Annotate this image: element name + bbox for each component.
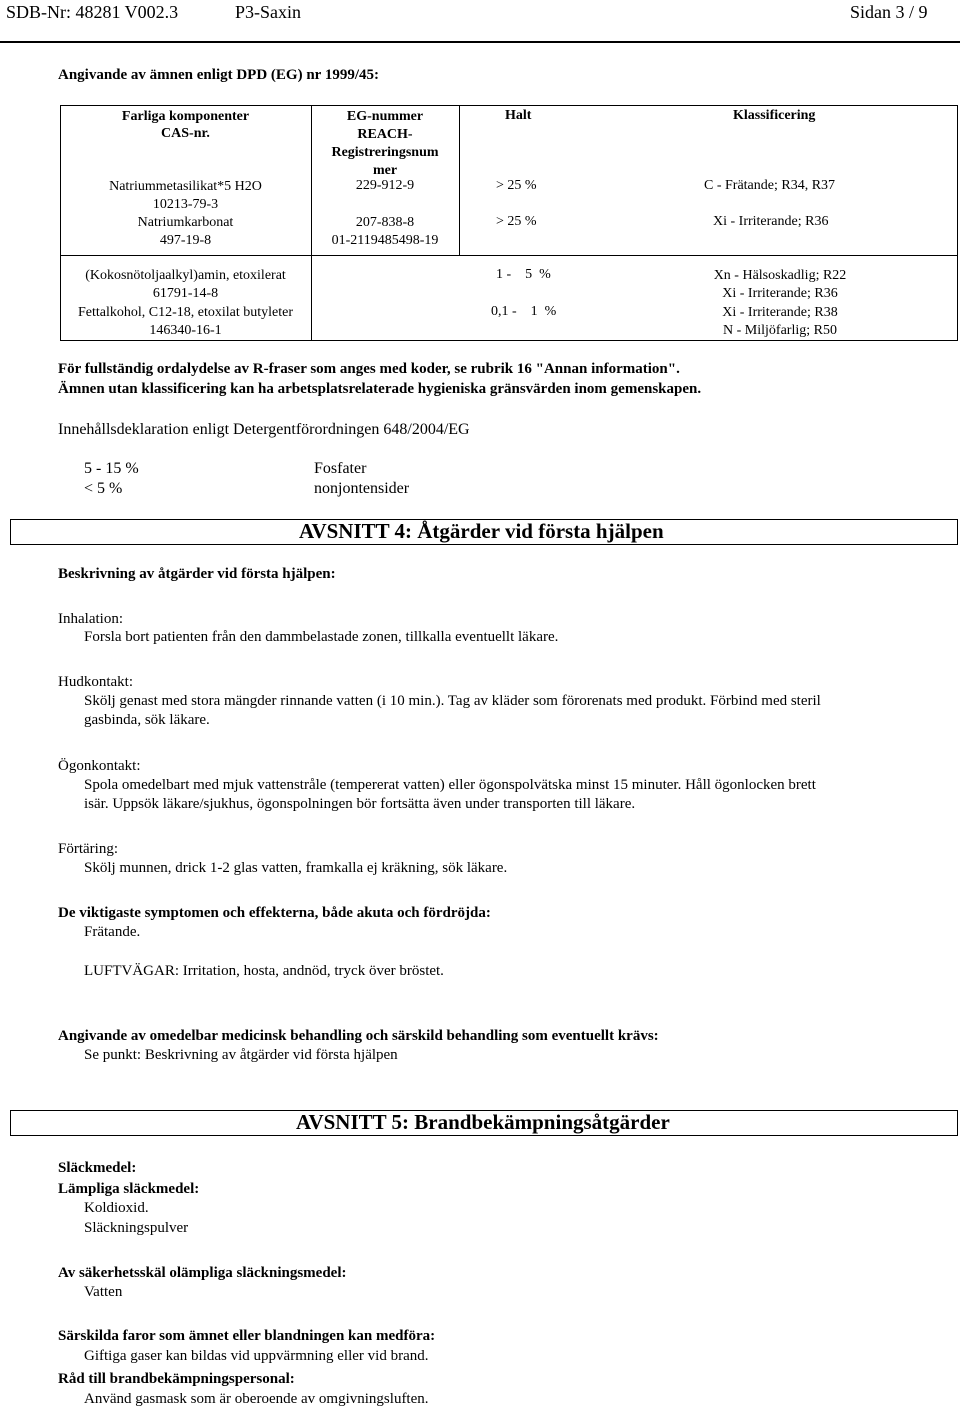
- eye-contact-text: Spola omedelbart med mjuk vattenstråle (tempererat vatten) eller ögonspolvätska minst 15 minuter. Håll ögonlocken brett: [84, 777, 816, 793]
- extinguishing-media-label: Släckmedel:: [58, 1160, 137, 1176]
- first-aid-subtitle: Beskrivning av åtgärder vid första hjälpen:: [58, 566, 336, 582]
- header-sdb-number: SDB-Nr: 48281 V002.3: [6, 2, 179, 22]
- unsuitable-media-label: Av säkerhetsskäl olämpliga släckningsmedel:: [58, 1265, 347, 1281]
- table-cell-eg: 207-838-8 01-2119485498-19: [331, 215, 439, 248]
- detergent-name: Fosfater: [314, 460, 367, 477]
- eye-contact-text-2: isär. Uppsök läkare/sjukhus, ögonspolningen bör fortsätta även under transporten till läkare.: [84, 796, 636, 812]
- symptoms-airways-text: LUFTVÄGAR: Irritation, hosta, andnöd, tryck över bröstet.: [84, 963, 444, 979]
- col-header-component: Farliga komponenter CAS-nr.: [121, 109, 250, 141]
- header-rule: [0, 41, 960, 43]
- firefighter-advice-text: Använd gasmask som är oberoende av omgivningsluften.: [84, 1391, 429, 1407]
- firefighter-advice-label: Råd till brandbekämpningspersonal:: [58, 1371, 295, 1387]
- skin-contact-text-2: gasbinda, sök läkare.: [84, 712, 210, 728]
- header-product-name: P3-Saxin: [235, 2, 302, 22]
- special-hazards-text: Giftiga gaser kan bildas vid uppvärmning eller vid brand.: [84, 1348, 429, 1364]
- col-header-klassificering: Klassificering: [733, 108, 816, 123]
- table-cell-eg: 229-912-9: [355, 178, 415, 193]
- unsuitable-media-text: Vatten: [84, 1284, 123, 1300]
- suitable-media-label: Lämpliga släckmedel:: [58, 1181, 200, 1197]
- col-header-halt: Halt: [505, 108, 532, 123]
- dpd-title: Angivande av ämnen enligt DPD (EG) nr 1999/45:: [58, 67, 379, 83]
- detergent-title: Innehållsdeklaration enligt Detergentförordningen 648/2004/EG: [58, 421, 470, 438]
- medical-treatment-text: Se punkt: Beskrivning av åtgärder vid första hjälpen: [84, 1047, 398, 1063]
- special-hazards-label: Särskilda faror som ämnet eller blandningen kan medföra:: [58, 1328, 436, 1344]
- suitable-media-item: Koldioxid.: [84, 1200, 149, 1216]
- ingestion-label: Förtäring:: [58, 841, 118, 857]
- detergent-range: 5 - 15 %: [84, 460, 139, 477]
- inhalation-label: Inhalation:: [58, 611, 123, 627]
- table-cell-klass: Xi - Irriterande; R38 N - Miljöfarlig; R50: [722, 305, 838, 338]
- section-4-title: AVSNITT 4: Åtgärder vid första hjälpen: [299, 519, 664, 543]
- table-cell-halt: > 25 %: [496, 178, 537, 193]
- ingestion-text: Skölj munnen, drick 1-2 glas vatten, framkalla ej kräkning, sök läkare.: [84, 860, 508, 876]
- note-unclassified: Ämnen utan klassificering kan ha arbetsplatsrelaterade hygieniska gränsvärden inom gemenskapen.: [58, 381, 702, 397]
- detergent-range: < 5 %: [84, 480, 123, 497]
- table-cell-klass: C - Frätande; R34, R37: [704, 178, 836, 193]
- note-r-phrases: För fullständig ordalydelse av R-fraser som anges med koder, se rubrik 16 "Annan information".: [58, 361, 680, 377]
- col-header-eg-number: EG-nummer REACH- Registreringsnum mer: [331, 109, 439, 178]
- inhalation-text: Forsla bort patienten från den dammbelastade zonen, tillkalla eventuellt läkare.: [84, 629, 559, 645]
- symptoms-title: De viktigaste symptomen och effekterna, både akuta och fördröjda:: [58, 905, 491, 921]
- symptoms-text: Frätande.: [84, 924, 141, 940]
- table-cell-halt: > 25 %: [496, 214, 537, 229]
- table-row: (Kokosnötoljaalkyl)amin, etoxilerat 61791-14-8: [85, 268, 286, 301]
- table-cell-halt: 0,1 - 1 %: [491, 304, 557, 319]
- table-row-divider: [60, 255, 958, 256]
- skin-contact-label: Hudkontakt:: [58, 674, 133, 690]
- table-row: Natriummetasilikat*5 H2O 10213-79-3: [109, 179, 262, 212]
- table-row: Fettalkohol, C12-18, etoxilat butyleter 146340-16-1: [77, 305, 294, 338]
- section-5-title: AVSNITT 5: Brandbekämpningsåtgärder: [296, 1110, 670, 1134]
- table-cell-klass: Xi - Irriterande; R36: [713, 214, 829, 229]
- table-row: Natriumkarbonat 497-19-8: [137, 215, 234, 248]
- table-cell-klass: Xn - Hälsoskadlig; R22 Xi - Irriterande; R36: [713, 268, 847, 301]
- table-col-divider-2: [459, 105, 460, 255]
- eye-contact-label: Ögonkontakt:: [58, 758, 141, 774]
- medical-treatment-title: Angivande av omedelbar medicinsk behandling och särskild behandling som eventuellt krävs:: [58, 1028, 659, 1044]
- header-page-number: Sidan 3 / 9: [850, 2, 928, 22]
- detergent-name: nonjontensider: [314, 480, 410, 497]
- skin-contact-text: Skölj genast med stora mängder rinnande vatten (i 10 min.). Tag av kläder som förorenats med produkt. Förbind med steril: [84, 693, 821, 709]
- suitable-media-item: Släckningspulver: [84, 1220, 189, 1236]
- table-cell-halt: 1 - 5 %: [496, 267, 551, 282]
